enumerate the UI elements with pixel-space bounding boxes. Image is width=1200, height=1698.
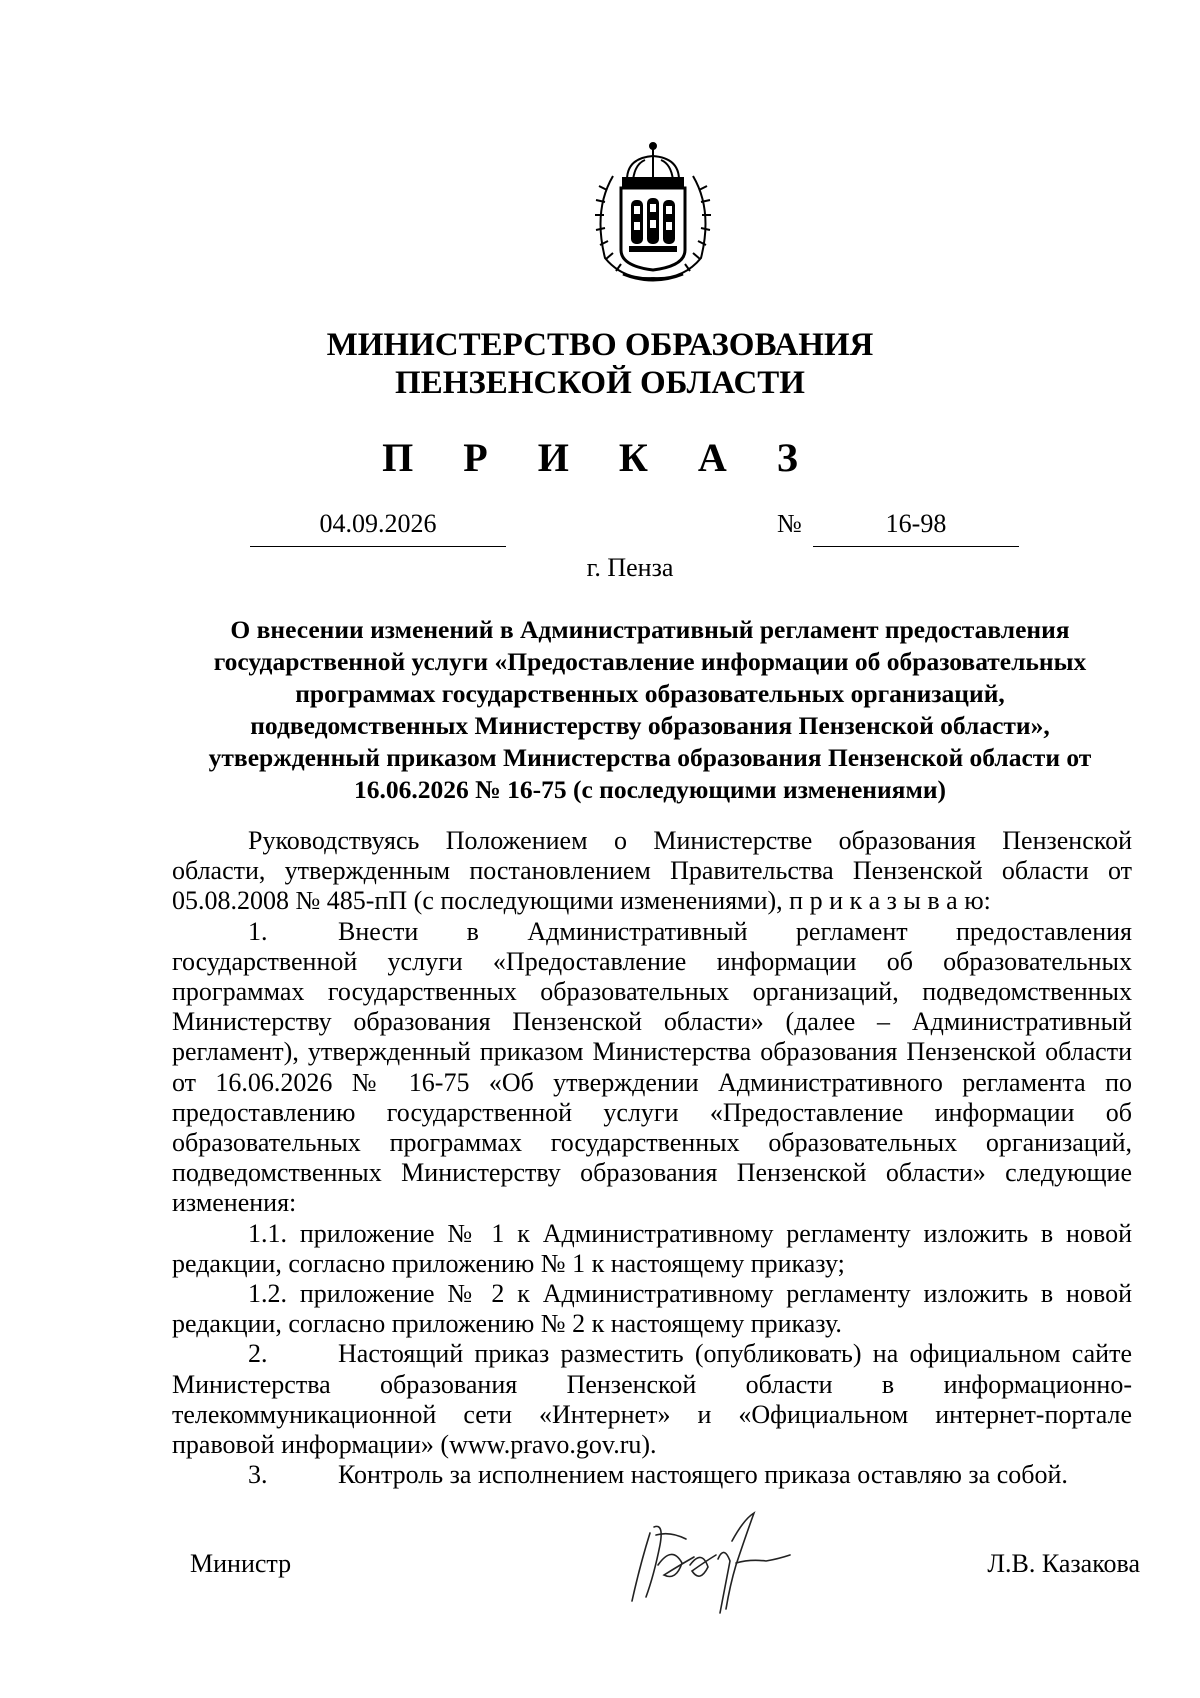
subject-line: 16.06.2026 № 16-75 (с последующими изменениями) [353, 775, 947, 804]
coat-of-arms-emblem [583, 140, 723, 290]
subject-line: программах государственных образовательных организаций, [295, 679, 1005, 708]
signatory-role: Министр [190, 1549, 292, 1578]
item-text: Контроль за исполнением настоящего приказа оставляю за собой. [338, 1460, 1068, 1490]
item-text: Настоящий приказ разместить (опубликовать) на официальном сайте Министерства образования Пензенской области в информационно-телекоммуникационной сети «Интернет» и «Официальном интернет-портале правовой информации» (www.pravo.gov.ru). [172, 1339, 1132, 1460]
subject-line: подведомственных Министерству образования Пензенской области», [250, 711, 1050, 740]
order-item-1 [172, 917, 1132, 1219]
item-number: 2. [248, 1339, 268, 1369]
ministry-name [0, 326, 1200, 402]
order-item-3 [172, 1460, 1132, 1490]
order-body [172, 826, 1132, 1490]
city: г. Пенза [586, 553, 674, 582]
order-item-1-2 [172, 1279, 1132, 1339]
handwritten-signature [620, 1505, 800, 1615]
order-subject [170, 614, 1130, 806]
ministry-name-line-2: ПЕНЗЕНСКОЙ ОБЛАСТИ [395, 365, 805, 401]
item-text: 1.2. приложение № 2 к Административному регламенту изложить в новой редакции, согласно приложению № 2 к настоящему приказу. [172, 1279, 1132, 1339]
subject-line: О внесении изменений в Административный регламент предоставления [230, 615, 1070, 644]
item-number: 3. [248, 1460, 268, 1490]
signatory-name: Л.В. Казакова [987, 1549, 1140, 1578]
order-number: 16-98 [813, 508, 1019, 547]
subject-line: государственной услуги «Предоставление информации об образовательных [213, 647, 1087, 676]
item-text: 1.1. приложение № 1 к Административному регламенту изложить в новой редакции, согласно приложению № 1 к настоящему приказу; [172, 1218, 1132, 1278]
order-item-1-1 [172, 1219, 1132, 1279]
preamble-paragraph: Руководствуясь Положением о Министерстве образования Пензенской области, утвержденным постановлением Правительства Пензенской области от 05.08.2008 № 485-пП (с последующими изменениями), п р и к а з ы в а ю: [172, 826, 1132, 916]
subject-line: утвержденный приказом Министерства образования Пензенской области от [208, 743, 1092, 772]
ministry-name-line-1: МИНИСТЕРСТВО ОБРАЗОВАНИЯ [326, 327, 874, 363]
item-number: 1. [248, 916, 268, 946]
order-item-2 [172, 1339, 1132, 1460]
order-date: 04.09.2026 [250, 508, 506, 547]
item-text: Внести в Административный регламент предоставления государственной услуги «Предоставление информации об образовательных программах государственных образовательных организаций, подведомственных Министерству образования Пензенской области» (далее – Административный регламент), утвержденный приказом Министерства образования Пензенской области от 16.06.2026 № 16-75 «Об утверждении Административного регламента по предоставлению государственной услуги «Предоставление информации об образовательных программах государственных образовательных организаций, подведомственных Министерству образования Пензенской области» следующие изменения: [172, 916, 1132, 1218]
number-sign: № [777, 509, 802, 538]
document-type-title: П Р И К А З [382, 435, 818, 480]
